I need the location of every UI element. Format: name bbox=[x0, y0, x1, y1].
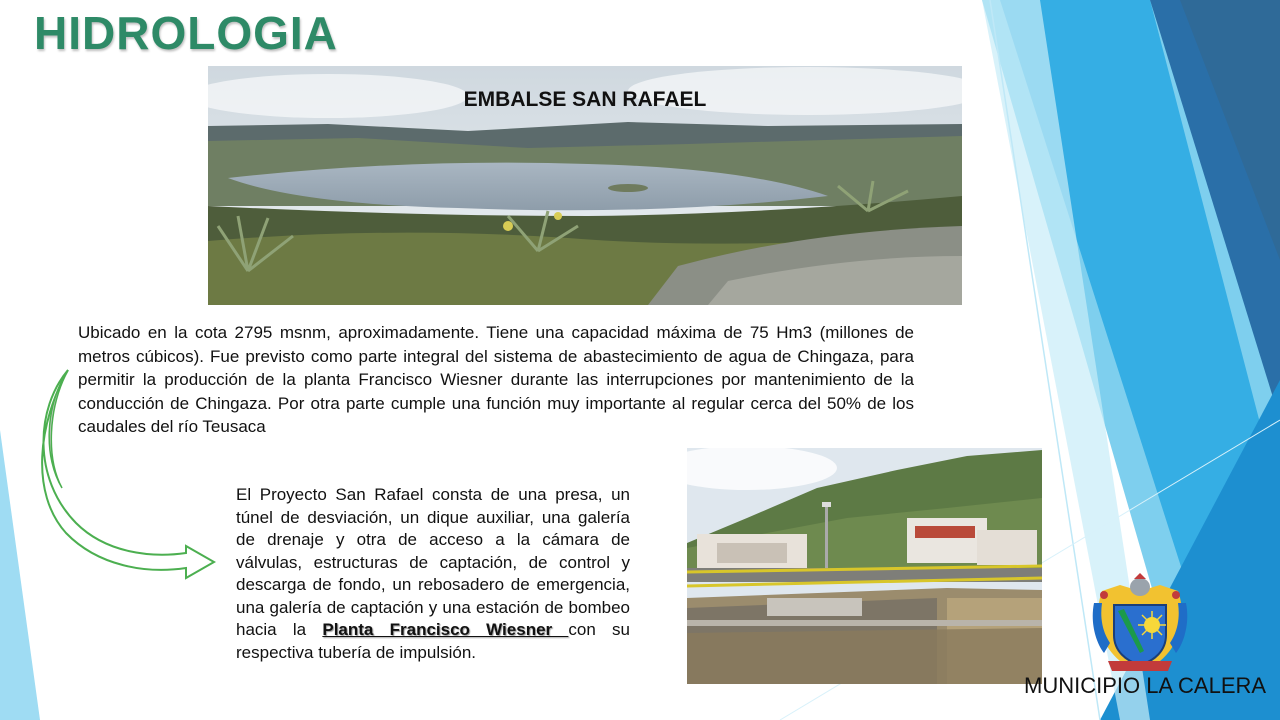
municipality-name: MUNICIPIO LA CALERA bbox=[1024, 673, 1267, 698]
photo-caption: EMBALSE SAN RAFAEL bbox=[463, 88, 707, 111]
curved-arrow-icon bbox=[36, 368, 220, 580]
treatment-plant-photo bbox=[687, 448, 1042, 684]
municipal-crest-icon bbox=[1090, 573, 1190, 677]
planta-wiesner-link[interactable]: Planta Francisco Wiesner bbox=[322, 620, 569, 639]
description-paragraph: Ubicado en la cota 2795 msnm, aproximadamente. Tiene una capacidad máxima de 75 Hm3 (millones de metros cúbicos). Fue previsto como parte integral del sistema de abastecimiento de agua de Chingaza, para permitir la producción de la planta Francisco Wiesner durante las interrupciones por mantenimiento de la conducción de Chingaza. Por otra parte cumple una función muy importante al regular cerca del 50% de los caudales del río Teusaca bbox=[78, 323, 914, 436]
project-text-end: con su respectiva tubería de impulsión. bbox=[236, 620, 630, 662]
slide-title: HIDROLOGIA bbox=[34, 7, 338, 59]
reservoir-photo bbox=[208, 66, 962, 305]
project-text-start: El Proyecto San Rafael consta de una presa, un túnel de desviación, un dique auxiliar, una galería de drenaje y otra de acceso a la cámara de válvulas, estructuras de captación, de control y descarga de fondo, un rebosadero de emergencia, una galería de captación y una estación de bombeo hacia la bbox=[236, 485, 630, 639]
project-paragraph bbox=[236, 484, 630, 664]
